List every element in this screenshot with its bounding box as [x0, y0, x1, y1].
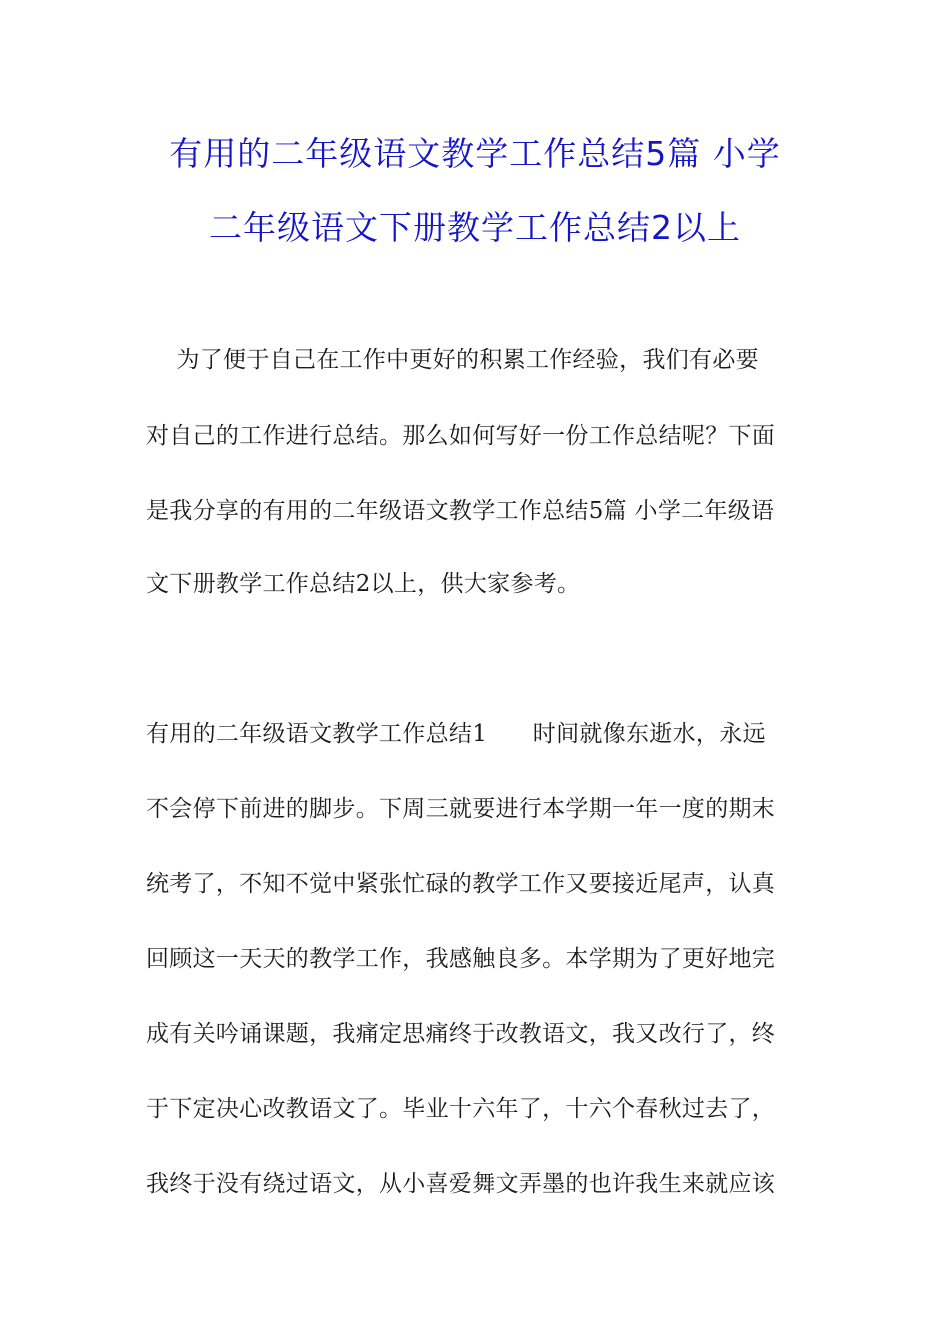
- intro-line-3: 是我分享的有用的二年级语文教学工作总结5篇 小学二年级语: [146, 498, 775, 524]
- intro-line-1: 为了便于自己在工作中更好的积累工作经验，我们有必要: [146, 347, 759, 373]
- section1-line-5: 成有关吟诵课题，我痛定思痛终于改教语文，我又改行了，终: [146, 1021, 776, 1047]
- section1-line-1: 有用的二年级语文教学工作总结1 时间就像东逝水，永远: [146, 721, 766, 747]
- document-title-line-2: 二年级语文下册教学工作总结2以上: [209, 208, 741, 247]
- section1-line-2: 不会停下前进的脚步。下周三就要进行本学期一年一度的期末: [146, 796, 776, 822]
- intro-line-4: 文下册教学工作总结2以上，供大家参考。: [146, 571, 581, 597]
- document-title-line-1: 有用的二年级语文教学工作总结5篇 小学: [169, 134, 781, 173]
- section1-line-4: 回顾这一天天的教学工作，我感触良多。本学期为了更好地完: [146, 946, 776, 972]
- section1-line-3: 统考了，不知不觉中紧张忙碌的教学工作又要接近尾声，认真: [146, 871, 776, 897]
- section1-line-6: 于下定决心改教语文了。毕业十六年了，十六个春秋过去了，: [146, 1096, 776, 1122]
- intro-line-2: 对自己的工作进行总结。那么如何写好一份工作总结呢？下面: [146, 423, 776, 449]
- section1-line-7: 我终于没有绕过语文，从小喜爱舞文弄墨的也许我生来就应该: [146, 1171, 776, 1197]
